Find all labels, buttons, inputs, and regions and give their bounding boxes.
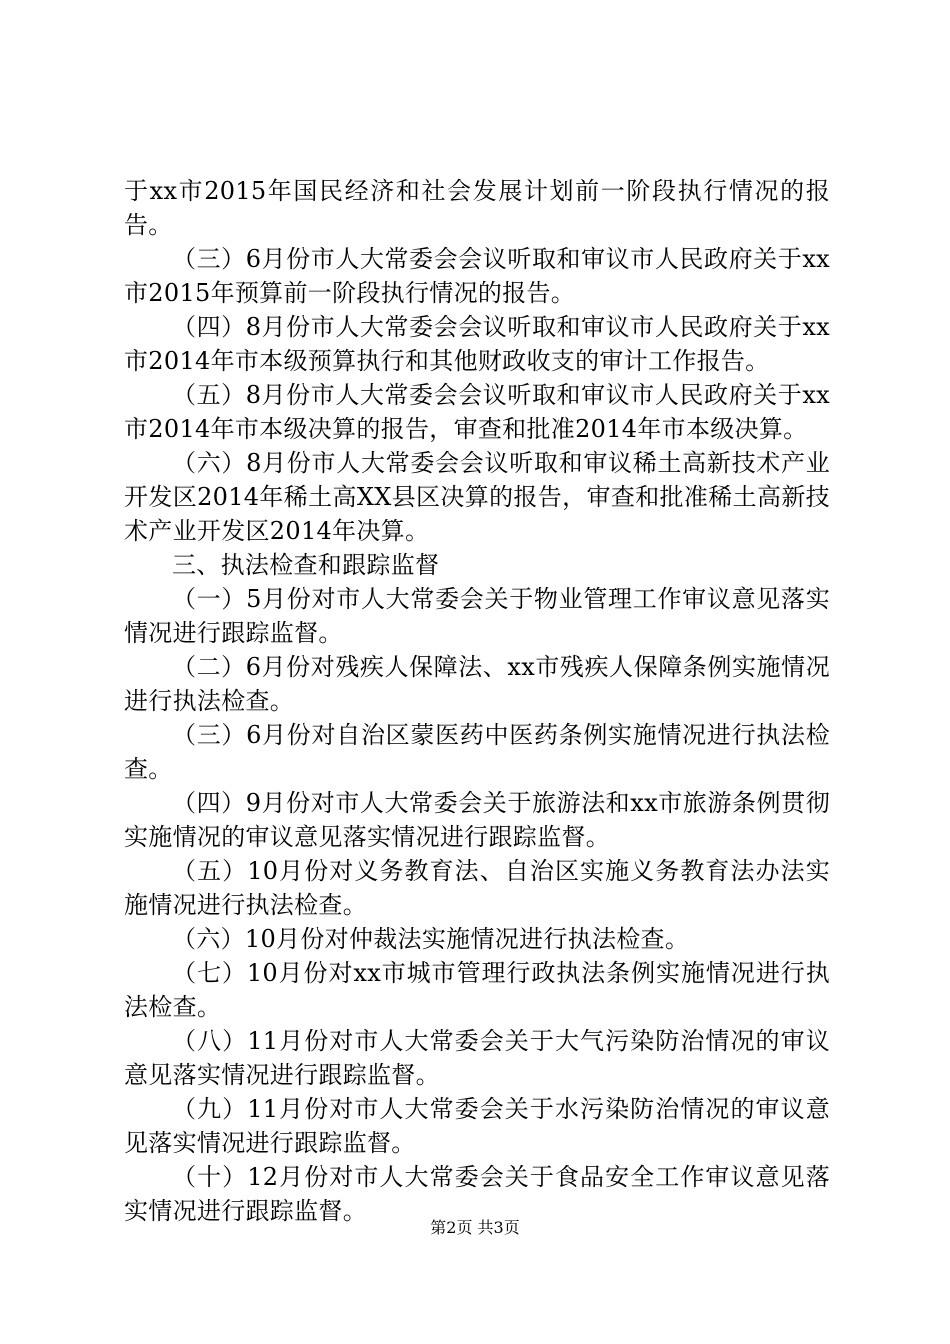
paragraph: 于xx市2015年国民经济和社会发展计划前一阶段执行情况的报告。 <box>124 177 830 239</box>
paragraph: （一）5月份对市人大常委会关于物业管理工作审议意见落实情况进行跟踪监督。 <box>124 585 830 647</box>
section-heading: 三、执法检查和跟踪监督 <box>172 551 440 579</box>
document-body <box>124 174 830 1228</box>
paragraph: （三）6月份对自治区蒙医药中医药条例实施情况进行执法检查。 <box>124 721 830 783</box>
paragraph: （五）8月份市人大常委会会议听取和审议市人民政府关于xx市2014年市本级决算的报告，审查和批准2014年市本级决算。 <box>124 381 830 443</box>
paragraph: （五）10月份对义务教育法、自治区实施义务教育法办法实施情况进行执法检查。 <box>124 857 830 919</box>
paragraph: （六）10月份对仲裁法实施情况进行执法检查。 <box>172 925 690 953</box>
page-footer <box>0 1215 950 1238</box>
paragraph: （十）12月份对市人大常委会关于食品安全工作审议意见落实情况进行跟踪监督。 <box>124 1163 830 1225</box>
paragraph: （三）6月份市人大常委会会议听取和审议市人民政府关于xx市2015年预算前一阶段执行情况的报告。 <box>124 245 830 307</box>
paragraph: （七）10月份对xx市城市管理行政执法条例实施情况进行执法检查。 <box>124 959 830 1021</box>
page-number-label: 第2页 共3页 <box>430 1218 520 1237</box>
paragraph: （九）11月份对市人大常委会关于水污染防治情况的审议意见落实情况进行跟踪监督。 <box>124 1095 830 1157</box>
paragraph: （八）11月份对市人大常委会关于大气污染防治情况的审议意见落实情况进行跟踪监督。 <box>124 1027 830 1089</box>
paragraph: （六）8月份市人大常委会会议听取和审议稀土高新技术产业开发区2014年稀土高XX县区决算的报告，审查和批准稀土高新技术产业开发区2014年决算。 <box>124 449 830 545</box>
paragraph: （二）6月份对残疾人保障法、xx市残疾人保障条例实施情况进行执法检查。 <box>124 653 830 715</box>
paragraph: （四）9月份对市人大常委会关于旅游法和xx市旅游条例贯彻实施情况的审议意见落实情况进行跟踪监督。 <box>124 789 830 851</box>
paragraph: （四）8月份市人大常委会会议听取和审议市人民政府关于xx市2014年市本级预算执行和其他财政收支的审计工作报告。 <box>124 313 830 375</box>
